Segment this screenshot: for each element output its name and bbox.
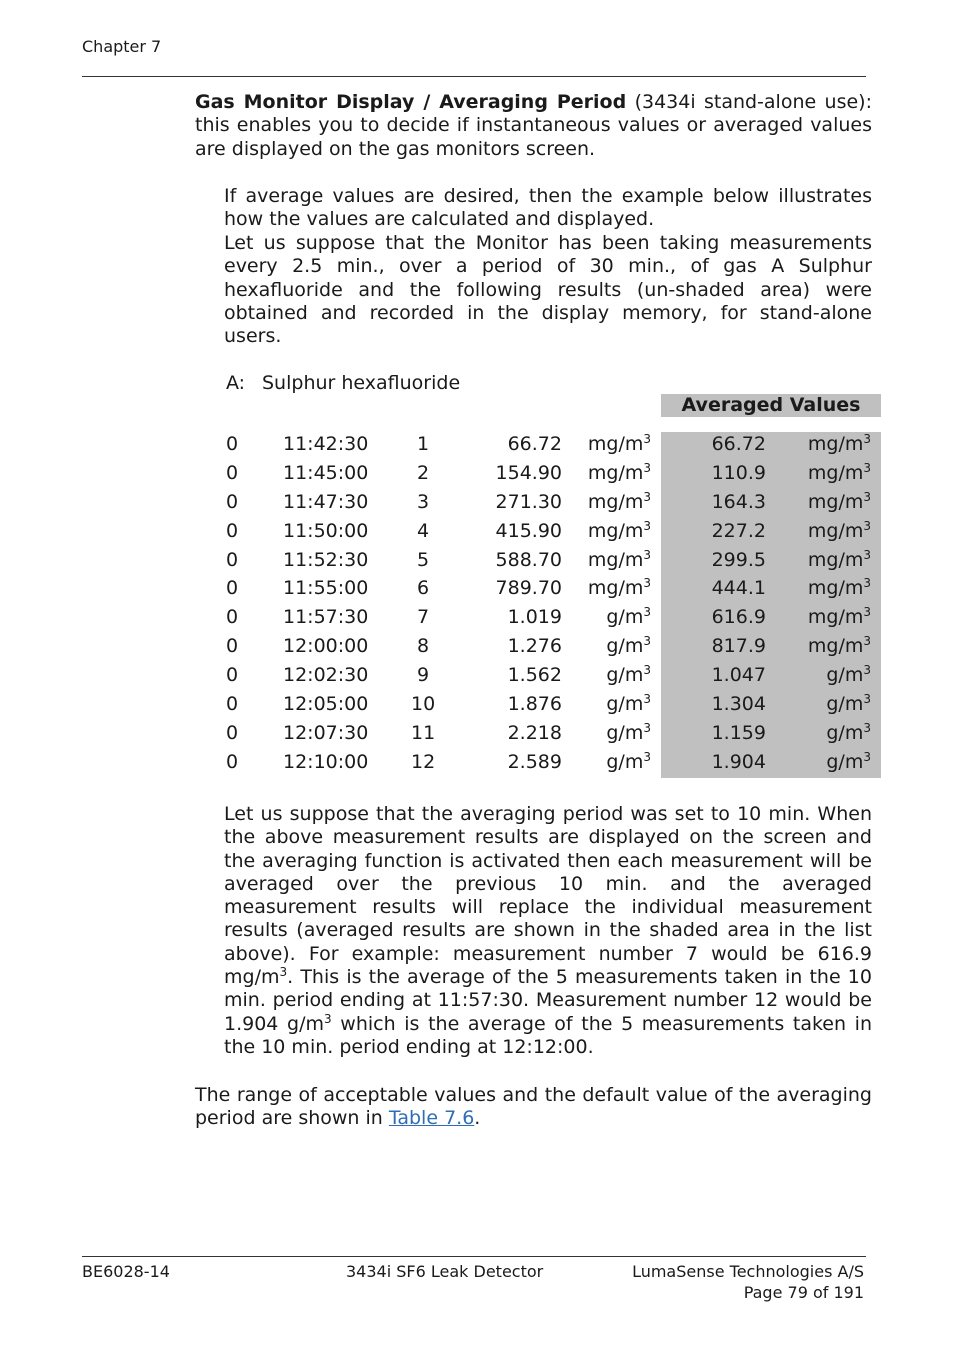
value-cell: 66.72 [507,433,562,455]
unit-cell: $g/m^3$ [606,605,651,629]
table-row [0,459,954,488]
averaged-value-cell: 817.9 [711,635,766,658]
table-row [0,603,954,632]
status-cell: 0 [226,490,239,513]
measurement-number-cell: 3 [416,490,430,513]
table-7-6-link[interactable]: Table 7.6 [388,1107,475,1130]
status-cell: 0 [226,693,239,716]
status-cell: 0 [226,664,239,687]
table-row [0,574,954,603]
section-title: Gas Monitor Display / Averaging Period [195,91,627,113]
value-cell: 415.90 [495,519,562,542]
unit-cell: $g/m^3$ [606,634,651,658]
value-cell: 154.90 [495,461,562,484]
unit-cell: $g/m^3$ [606,720,651,744]
measurement-number-cell: 1 [416,433,430,455]
time-cell: 11:55:00 [283,577,369,600]
averaged-unit-cell: $g/m^3$ [826,749,871,773]
averaged-value-cell: 1.304 [711,693,766,716]
averaged-value-cell: 299.5 [711,548,766,571]
unit-cell: $mg/m^3$ [587,547,651,571]
explanation-paragraph: Let us suppose that the averaging period was set to 10 min. When the above measurement results are displayed on the screen and the averaging function is activated then each measurement will be averaged over the previous 10 min. and the averaged measurement results will replace the individual measurement results (averaged results are shown in the shaded area in the list above). For example: measurement number 7 would be 616.9 $mg/m^3$. This is the average of the 5 measurements taken in the 10 min. period ending at 11:57:30. Measurement number 12 would be 1.904 $g/m^3$ which is the average of the 5 measurements taken in the 10 min. period ending at 12:12:00. [224,803,872,1058]
averaged-value-cell: 1.159 [711,721,766,744]
averaged-unit-cell: $g/m^3$ [826,720,871,744]
table-row [0,661,954,690]
measurement-number-cell: 2 [416,461,430,484]
chapter-header: Chapter 7 [82,37,162,56]
value-cell: 789.70 [495,577,562,600]
time-cell: 11:42:30 [283,433,369,455]
averaged-unit-cell: $mg/m^3$ [807,460,871,484]
status-cell: 0 [226,750,239,773]
gas-label [226,372,460,395]
table-row [0,546,954,575]
averaged-value-cell: 1.904 [711,750,766,773]
measurement-number-cell: 7 [416,606,430,629]
time-cell: 11:50:00 [283,519,369,542]
value-cell: 2.589 [507,750,562,773]
status-cell: 0 [226,721,239,744]
table-row [0,488,954,517]
averaged-unit-cell: $mg/m^3$ [807,489,871,513]
time-cell: 12:07:30 [283,721,369,744]
unit-cell: $mg/m^3$ [587,489,651,513]
gas-name: Sulphur hexafluoride [262,372,461,394]
averaged-unit-cell: $mg/m^3$ [807,605,871,629]
averaged-value-cell: 616.9 [711,606,766,629]
closing-paragraph: The range of acceptable values and the default value of the averaging period are shown in Table 7.6. [195,1084,872,1130]
example-paragraph-2: Let us suppose that the Monitor has been taking measurements every 2.5 min., over a period of 30 min., of gas A Sulphur hexafluoride and the following results (un-shaded area) were obtained and recorded in the display memory, for stand-alone users. [224,232,872,348]
measurement-number-cell: 5 [416,548,430,571]
intro-text: (3434i stand-alone use): this enables you to decide if instantaneous values or averaged values are displayed on the gas monitors screen. [195,91,872,160]
unit-cell: $mg/m^3$ [587,576,651,600]
averaged-value-cell: 110.9 [711,461,766,484]
averaged-value-cell: 66.72 [711,433,766,455]
time-cell: 12:02:30 [283,664,369,687]
averaged-unit-cell: $mg/m^3$ [807,432,871,455]
unit-cell: $mg/m^3$ [587,432,651,455]
value-cell: 1.019 [507,606,562,629]
footer-doc-id: BE6028-14 [82,1262,170,1281]
status-cell: 0 [226,519,239,542]
measurement-number-cell: 10 [411,693,436,716]
status-cell: 0 [226,548,239,571]
averaged-value-cell: 164.3 [711,490,766,513]
table-row [0,719,954,748]
measurement-number-cell: 8 [416,635,430,658]
intro-paragraph [195,91,872,161]
footer-company-page [632,1261,864,1303]
averaged-values-header: Averaged Values [661,394,881,417]
time-cell: 12:05:00 [283,693,369,716]
time-cell: 11:52:30 [283,548,369,571]
time-cell: 11:45:00 [283,461,369,484]
averaged-unit-cell: $g/m^3$ [826,663,871,687]
measurement-number-cell: 4 [416,519,430,542]
time-cell: 12:10:00 [283,750,369,773]
unit-cell: $g/m^3$ [606,749,651,773]
time-cell: 12:00:00 [283,635,369,658]
gas-letter: A: [226,372,246,394]
footer-company: LumaSense Technologies A/S [632,1262,864,1281]
averaged-value-cell: 444.1 [711,577,766,600]
measurement-table [0,430,954,777]
value-cell: 271.30 [495,490,562,513]
unit-cell: $g/m^3$ [606,692,651,716]
averaged-unit-cell: $g/m^3$ [826,692,871,716]
averaged-value-cell: 1.047 [711,664,766,687]
measurement-number-cell: 11 [411,721,436,744]
header-rule [82,76,866,77]
example-paragraph-1: If average values are desired, then the example below illustrates how the values are calculated and displayed. [224,185,872,231]
unit-cell: $mg/m^3$ [587,460,651,484]
table-row [0,430,954,459]
averaged-unit-cell: $mg/m^3$ [807,547,871,571]
table-row [0,517,954,546]
averaged-value-cell: 227.2 [711,519,766,542]
status-cell: 0 [226,577,239,600]
value-cell: 2.218 [507,721,562,744]
unit-cell: $mg/m^3$ [587,518,651,542]
status-cell: 0 [226,461,239,484]
measurement-number-cell: 9 [416,664,430,687]
status-cell: 0 [226,606,239,629]
value-cell: 1.562 [507,664,562,687]
value-cell: 1.276 [507,635,562,658]
status-cell: 0 [226,635,239,658]
averaged-unit-cell: $mg/m^3$ [807,634,871,658]
footer-product: 3434i SF6 Leak Detector [346,1262,544,1281]
time-cell: 11:57:30 [283,606,369,629]
measurement-number-cell: 12 [411,750,436,773]
averaged-unit-cell: $mg/m^3$ [807,576,871,600]
table-row [0,690,954,719]
table-row [0,748,954,777]
status-cell: 0 [226,433,239,455]
page-number: Page 79 of 191 [743,1283,864,1302]
unit-cell: $g/m^3$ [606,663,651,687]
value-cell: 588.70 [495,548,562,571]
value-cell: 1.876 [507,693,562,716]
averaged-unit-cell: $mg/m^3$ [807,518,871,542]
table-row [0,632,954,661]
measurement-number-cell: 6 [416,577,430,600]
time-cell: 11:47:30 [283,490,369,513]
footer-rule [82,1256,866,1257]
